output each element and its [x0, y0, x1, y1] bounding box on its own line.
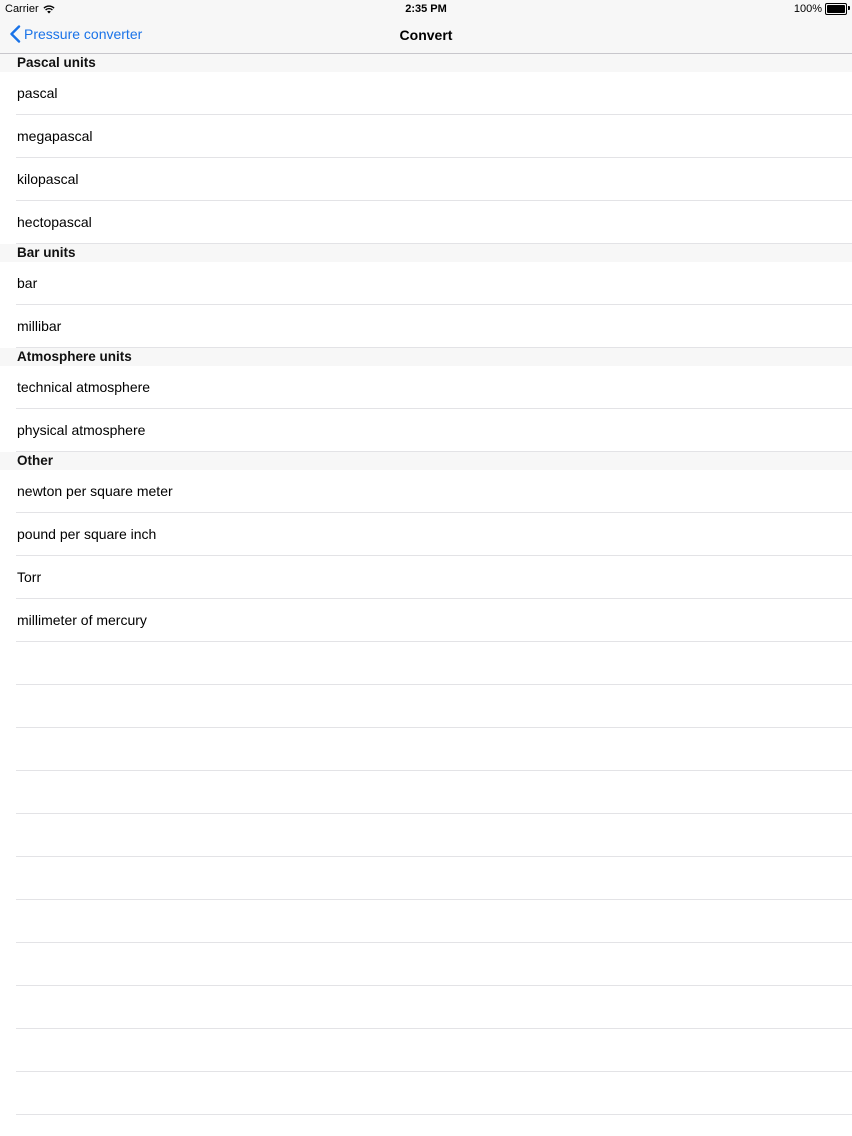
- unit-row[interactable]: [0, 115, 852, 158]
- back-button-label: Pressure converter: [24, 26, 143, 42]
- unit-label: technical atmosphere: [17, 379, 151, 395]
- battery-indicator: [794, 3, 847, 15]
- unit-row[interactable]: [0, 305, 852, 348]
- section-header: Bar units: [0, 244, 852, 262]
- unit-row[interactable]: [0, 72, 852, 115]
- unit-label: bar: [17, 275, 38, 291]
- unit-row[interactable]: [0, 513, 852, 556]
- section-header: Pascal units: [0, 54, 852, 72]
- row-divider: [16, 347, 852, 348]
- unit-label: newton per square meter: [17, 483, 173, 499]
- empty-row: [0, 900, 852, 943]
- empty-row: [0, 685, 852, 728]
- unit-row[interactable]: [0, 599, 852, 642]
- unit-label: millimeter of mercury: [17, 612, 147, 628]
- row-divider: [16, 451, 852, 452]
- unit-row[interactable]: [0, 366, 852, 409]
- unit-label: physical atmosphere: [17, 422, 146, 438]
- row-divider: [16, 1114, 852, 1115]
- battery-percent: 100%: [793, 3, 822, 15]
- empty-row: [0, 943, 852, 986]
- section-header: Atmosphere units: [0, 348, 852, 366]
- unit-label: megapascal: [17, 128, 93, 144]
- status-time: 2:35 PM: [405, 3, 447, 15]
- empty-row: [0, 728, 852, 771]
- empty-row: [0, 814, 852, 857]
- empty-row: [0, 1072, 852, 1115]
- unit-row[interactable]: [0, 409, 852, 452]
- navigation-bar: [0, 18, 852, 54]
- unit-row[interactable]: [0, 158, 852, 201]
- unit-label: pascal: [17, 85, 58, 101]
- unit-table: [0, 54, 852, 1115]
- unit-row[interactable]: [0, 262, 852, 305]
- empty-row: [0, 857, 852, 900]
- battery-icon: [825, 3, 847, 15]
- unit-row[interactable]: [0, 470, 852, 513]
- unit-row[interactable]: [0, 556, 852, 599]
- unit-label: hectopascal: [17, 214, 92, 230]
- unit-label: Torr: [17, 569, 42, 585]
- page-title: Convert: [399, 27, 453, 43]
- unit-row[interactable]: [0, 201, 852, 244]
- unit-label: millibar: [17, 318, 62, 334]
- carrier-label: Carrier: [5, 3, 39, 15]
- empty-row: [0, 642, 852, 685]
- empty-row: [0, 1029, 852, 1072]
- battery-fill: [827, 5, 845, 13]
- empty-row: [0, 771, 852, 814]
- status-bar: [0, 0, 852, 18]
- unit-label: pound per square inch: [17, 526, 157, 542]
- empty-row: [0, 986, 852, 1029]
- row-divider: [16, 243, 852, 244]
- unit-label: kilopascal: [17, 171, 79, 187]
- section-header: Other: [0, 452, 852, 470]
